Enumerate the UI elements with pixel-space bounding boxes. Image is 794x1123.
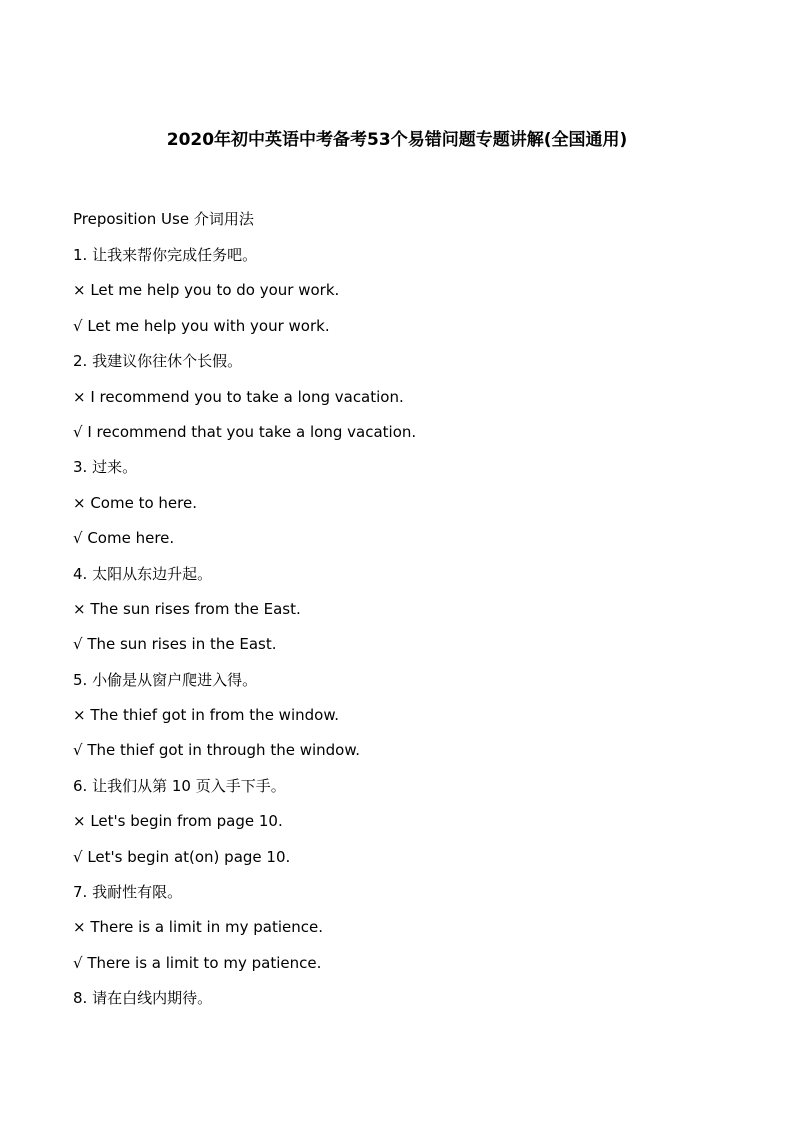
page-title: 2020年初中英语中考备考53个易错问题专题讲解(全国通用)	[166, 130, 628, 150]
correct-answer-4: √ The sun rises in the East.	[73, 635, 277, 654]
question-1: 1. 让我来帮你完成任务吧。	[73, 246, 258, 264]
section-heading: Preposition Use 介词用法	[73, 210, 254, 228]
wrong-answer-1: × Let me help you to do your work.	[73, 281, 340, 300]
wrong-answer-3: × Come to here.	[73, 493, 197, 512]
correct-answer-5: √ The thief got in through the window.	[73, 741, 361, 760]
document-body	[73, 207, 753, 1022]
wrong-answer-7: × There is a limit in my patience.	[73, 918, 323, 937]
question-7: 7. 我耐性有限。	[73, 883, 183, 902]
question-4: 4. 太阳从东边升起。	[73, 564, 213, 583]
question-6: 6. 让我们从第 10 页入手下手。	[73, 776, 286, 795]
correct-answer-6: √ Let's begin at(on) page 10.	[73, 847, 291, 866]
wrong-answer-2: × I recommend you to take a long vacation.	[73, 387, 404, 406]
wrong-answer-5: × The thief got in from the window.	[73, 706, 339, 725]
question-8: 8. 请在白线内期待。	[73, 989, 213, 1008]
question-5: 5. 小偷是从窗户爬进入得。	[73, 670, 258, 689]
correct-answer-7: √ There is a limit to my patience.	[73, 953, 322, 972]
question-2: 2. 我建议你往休个长假。	[73, 352, 243, 371]
wrong-answer-6: × Let's begin from page 10.	[73, 812, 283, 831]
correct-answer-2: √ I recommend that you take a long vacation.	[73, 422, 417, 441]
correct-answer-1: √ Let me help you with your work.	[73, 316, 330, 335]
correct-answer-3: √ Come here.	[73, 529, 175, 548]
question-3: 3. 过来。	[73, 458, 138, 477]
wrong-answer-4: × The sun rises from the East.	[73, 599, 301, 618]
